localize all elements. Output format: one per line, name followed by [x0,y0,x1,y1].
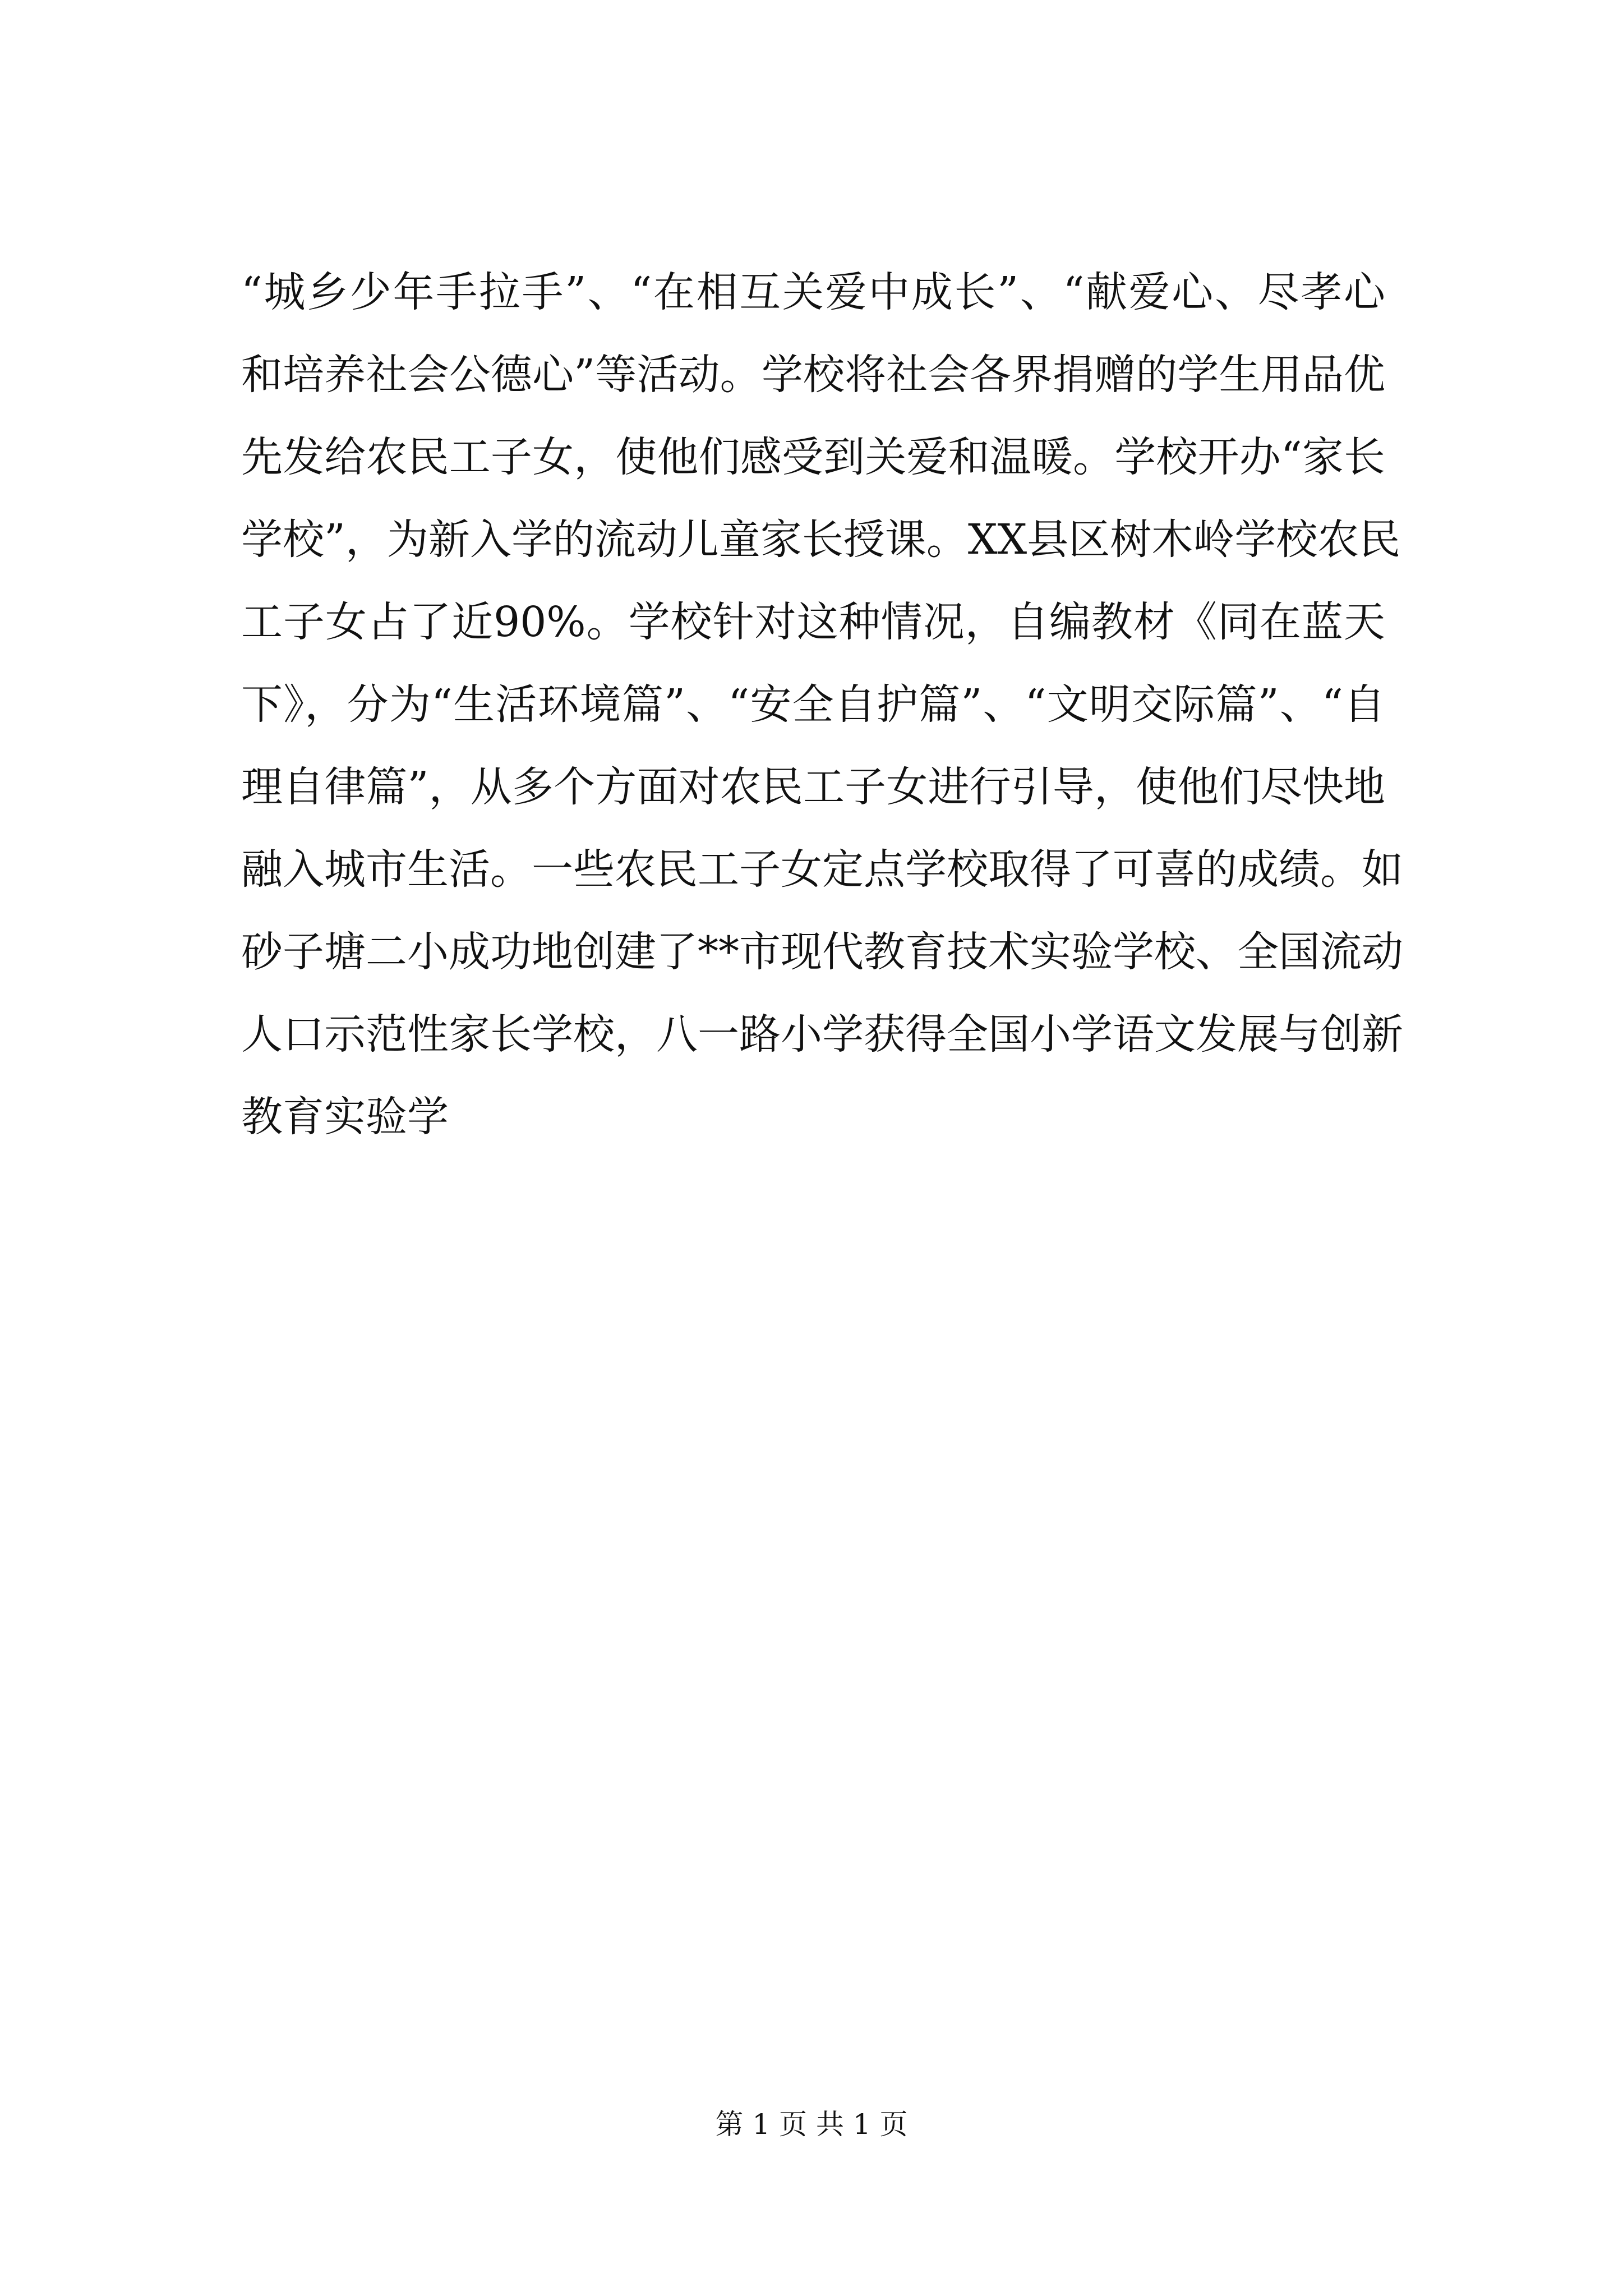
paragraph-line: 教育实验学 [241,1093,449,1141]
paragraph-line: 和培养社会公德心”等活动。学校将社会各界捐赠的学生用品优 [241,351,1385,399]
paragraph-line: 先发给农民工子女，使他们感受到关爱和温暖。学校开办“家长 [241,433,1385,481]
paragraph-line: 人口示范性家长学校，八一路小学获得全国小学语文发展与创新 [241,1010,1403,1059]
paragraph-line: 融入城市生活。一些农民工子女定点学校取得了可喜的成绩。如 [241,845,1403,894]
paragraph-line: “城乡少年手拉手”、“在相互关爱中成长”、“献爱心、尽孝心 [241,268,1385,316]
paragraph-line: 工子女占了近90%。学校针对这种情况，自编教材《同在蓝天 [241,598,1385,646]
paragraph-line: 下》，分为“生活环境篇”、“安全自护篇”、“文明交际篇”、“自 [241,680,1385,729]
page-number-footer: 第 1 页 共 1 页 [715,2108,908,2141]
paragraph-line: 学校”，为新入学的流动儿童家长授课。XX县区树木岭学校农民 [241,516,1401,564]
paragraph-line: 砂子塘二小成功地创建了**市现代教育技术实验学校、全国流动 [241,928,1403,976]
paragraph-line: 理自律篇”，从多个方面对农民工子女进行引导，使他们尽快地 [241,763,1385,811]
body-paragraph [241,251,1403,1158]
